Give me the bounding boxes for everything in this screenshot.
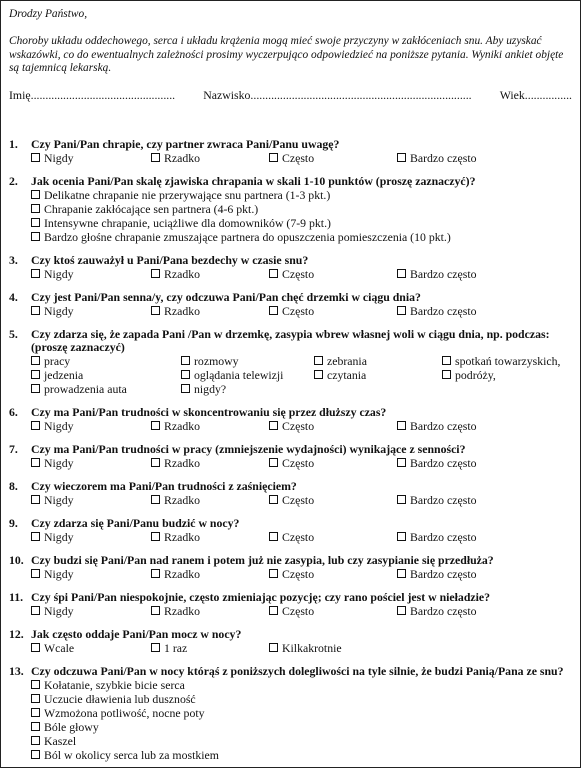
answer-option[interactable] [397, 604, 477, 618]
answer-option[interactable] [31, 202, 572, 216]
answer-option[interactable] [442, 354, 572, 368]
option-label: Bardzo często [410, 603, 477, 618]
checkbox-icon[interactable] [31, 356, 40, 365]
checkbox-icon[interactable] [151, 269, 160, 278]
question-9 [9, 517, 572, 544]
question-3 [9, 254, 572, 281]
answer-option[interactable] [31, 641, 151, 655]
answer-option[interactable] [31, 692, 572, 706]
question-heading [9, 175, 572, 188]
answer-option[interactable] [269, 641, 397, 655]
option-label: Często [282, 529, 315, 544]
option-label: czytania [327, 367, 367, 382]
checkbox-icon[interactable] [31, 306, 40, 315]
answer-options [9, 641, 572, 655]
question-text: Czy budzi się Pani/Pan nad ranem i potem już nie zasypia, lub czy zasypianie się przedłuża? [31, 552, 494, 567]
option-label: Rzadko [164, 492, 201, 507]
answer-option[interactable] [31, 354, 181, 368]
answer-option[interactable] [151, 641, 269, 655]
option-label: Rzadko [164, 266, 201, 281]
option-label: Rzadko [164, 150, 201, 165]
checkbox-icon[interactable] [31, 232, 40, 241]
question-number: 13. [9, 663, 24, 678]
answer-options [9, 151, 572, 165]
question-6 [9, 406, 572, 433]
answer-option[interactable] [31, 678, 572, 692]
option-label: Nigdy [44, 603, 74, 618]
checkbox-icon[interactable] [269, 269, 278, 278]
option-label: Nigdy [44, 266, 74, 281]
answer-options [9, 530, 572, 544]
answer-option[interactable] [151, 267, 269, 281]
option-label: Nigdy [44, 455, 74, 470]
checkbox-icon[interactable] [181, 384, 190, 393]
answer-option[interactable] [269, 267, 397, 281]
answer-option[interactable] [314, 368, 442, 382]
checkbox-icon[interactable] [151, 643, 160, 652]
checkbox-icon[interactable] [31, 370, 40, 379]
answer-option[interactable] [31, 604, 151, 618]
checkbox-icon[interactable] [397, 269, 406, 278]
question-text: Czy śpi Pani/Pan niespokojnie, często zmieniając pozycję; czy rano pościel jest w nieładzie? [31, 589, 491, 604]
answer-option[interactable] [269, 151, 397, 165]
option-label: Chrapanie zakłócające sen partnera (4-6 pkt.) [44, 201, 259, 216]
answer-option[interactable] [31, 419, 151, 433]
checkbox-icon[interactable] [151, 495, 160, 504]
option-label: prowadzenia auta [44, 381, 127, 396]
checkbox-icon[interactable] [31, 569, 40, 578]
checkbox-icon[interactable] [442, 370, 451, 379]
answer-option[interactable] [314, 354, 442, 368]
option-label: Wzmożona potliwość, nocne poty [44, 705, 205, 720]
option-label: Rzadko [164, 603, 201, 618]
option-label: Nigdy [44, 303, 74, 318]
question-13 [9, 665, 572, 762]
name-field[interactable]: Imię................................................. [9, 87, 176, 102]
answer-option[interactable] [31, 151, 151, 165]
answer-option[interactable] [31, 456, 151, 470]
option-label: Bardzo często [410, 566, 477, 581]
answer-option[interactable] [151, 304, 269, 318]
checkbox-icon[interactable] [31, 421, 40, 430]
option-label: Ból w okolicy serca lub za mostkiem [44, 747, 219, 762]
answer-option[interactable] [442, 368, 572, 382]
answer-option[interactable] [397, 493, 477, 507]
checkbox-icon[interactable] [269, 643, 278, 652]
answer-option[interactable] [31, 748, 572, 762]
checkbox-icon[interactable] [151, 153, 160, 162]
option-label: jedzenia [44, 367, 84, 382]
question-text: Czy ma Pani/Pan trudności w skoncentrowaniu się przez dłuższy czas? [31, 404, 387, 419]
question-12 [9, 628, 572, 655]
checkbox-icon[interactable] [397, 532, 406, 541]
option-label: rozmowy [194, 353, 239, 368]
option-label: Często [282, 418, 315, 433]
option-label: Nigdy [44, 418, 74, 433]
age-field[interactable]: Wiek................ [499, 87, 572, 102]
option-label: oglądania telewizji [194, 367, 284, 382]
option-label: Rzadko [164, 418, 201, 433]
answer-option[interactable] [31, 304, 151, 318]
answer-option[interactable] [151, 493, 269, 507]
option-label: Często [282, 303, 315, 318]
answer-option[interactable] [31, 720, 572, 734]
checkbox-icon[interactable] [31, 694, 40, 703]
answer-option[interactable] [31, 216, 572, 230]
checkbox-icon[interactable] [31, 384, 40, 393]
option-label: Delikatne chrapanie nie przerywające snu partnera (1-3 pkt.) [44, 187, 331, 202]
option-label: Bardzo często [410, 266, 477, 281]
answer-options [9, 419, 572, 433]
answer-option[interactable] [31, 267, 151, 281]
answer-options [9, 604, 572, 618]
answer-option[interactable] [397, 530, 477, 544]
checkbox-icon[interactable] [269, 495, 278, 504]
option-label: Rzadko [164, 566, 201, 581]
answer-option[interactable] [269, 456, 397, 470]
answer-option[interactable] [31, 368, 181, 382]
option-label: Kilkakrotnie [282, 640, 342, 655]
checkbox-icon[interactable] [151, 569, 160, 578]
question-11 [9, 591, 572, 618]
question-text: Jak często oddaje Pani/Pan mocz w nocy? [31, 626, 242, 641]
checkbox-icon[interactable] [31, 722, 40, 731]
answer-option[interactable] [31, 382, 181, 396]
question-text: Czy ma Pani/Pan trudności w pracy (zmniejszenie wydajności) wynikające z senności? [31, 441, 466, 456]
answer-options [9, 567, 572, 581]
checkbox-icon[interactable] [151, 532, 160, 541]
question-number: 9. [9, 515, 18, 530]
question-heading [9, 480, 572, 493]
question-text: Czy zdarza się, że zapada Pani /Pan w drzemkę, zasypia wbrew własnej woli w ciągu dnia, np. podczas: (proszę zaznaczyć) [31, 326, 550, 354]
question-heading [9, 291, 572, 304]
question-text: Jak ocenia Pani/Pan skalę zjawiska chrapania w skali 1-10 punktów (proszę zaznaczyć)? [31, 173, 476, 188]
answer-option[interactable] [151, 530, 269, 544]
option-label: zebrania [327, 353, 367, 368]
question-number: 4. [9, 289, 18, 304]
answer-option[interactable] [397, 304, 477, 318]
option-label: Bóle głowy [44, 719, 99, 734]
question-heading [9, 443, 572, 456]
option-label: Rzadko [164, 303, 201, 318]
checkbox-icon[interactable] [31, 750, 40, 759]
question-8 [9, 480, 572, 507]
question-number: 7. [9, 441, 18, 456]
answer-options [9, 188, 572, 244]
checkbox-icon[interactable] [397, 306, 406, 315]
question-1 [9, 138, 572, 165]
question-number: 6. [9, 404, 18, 419]
question-2 [9, 175, 572, 244]
question-text: Czy wieczorem ma Pani/Pan trudności z zaśnięciem? [31, 478, 297, 493]
option-label: Często [282, 266, 315, 281]
answer-option[interactable] [181, 354, 314, 368]
answer-option[interactable] [397, 267, 477, 281]
checkbox-icon[interactable] [397, 569, 406, 578]
checkbox-icon[interactable] [31, 643, 40, 652]
checkbox-icon[interactable] [397, 153, 406, 162]
greeting: Drodzy Państwo, [9, 8, 88, 20]
option-label: Bardzo często [410, 455, 477, 470]
checkbox-icon[interactable] [269, 421, 278, 430]
answer-option[interactable] [181, 368, 314, 382]
question-heading [9, 406, 572, 419]
checkbox-icon[interactable] [151, 606, 160, 615]
question-number: 10. [9, 552, 24, 567]
question-5 [9, 328, 572, 396]
option-label: Bardzo często [410, 303, 477, 318]
checkbox-icon[interactable] [151, 421, 160, 430]
question-number: 3. [9, 252, 18, 267]
answer-option[interactable] [269, 604, 397, 618]
option-label: Bardzo często [410, 418, 477, 433]
answer-option[interactable] [397, 456, 477, 470]
question-heading [9, 138, 572, 151]
checkbox-icon[interactable] [269, 458, 278, 467]
intro-paragraph: Choroby układu oddechowego, serca i układu krążenia mogą mieć swoje przyczyny w zakłóceniach snu. Aby uzyskać wskazówki, co do ewentualnych zależności prosimy wyczerpująco odpowiedzieć na poniższe pytania. Wyniki ankiet objęte są tajemnicą lekarską. [9, 35, 564, 75]
answer-option[interactable] [269, 419, 397, 433]
checkbox-icon[interactable] [442, 356, 451, 365]
answer-options [9, 678, 572, 762]
option-label: Kołatanie, szybkie bicie serca [44, 677, 185, 692]
option-label: Nigdy [44, 492, 74, 507]
answer-option[interactable] [31, 188, 572, 202]
answer-options [9, 456, 572, 470]
checkbox-icon[interactable] [314, 356, 323, 365]
answer-option[interactable] [397, 567, 477, 581]
checkbox-icon[interactable] [31, 495, 40, 504]
option-label: Intensywne chrapanie, uciążliwe dla domowników (7-9 pkt.) [44, 215, 331, 230]
question-number: 1. [9, 136, 18, 151]
checkbox-icon[interactable] [269, 569, 278, 578]
checkbox-icon[interactable] [314, 370, 323, 379]
answer-option[interactable] [397, 419, 477, 433]
question-heading [9, 628, 572, 641]
option-label: pracy [44, 353, 71, 368]
checkbox-icon[interactable] [269, 606, 278, 615]
checkbox-icon[interactable] [269, 153, 278, 162]
answer-option[interactable] [31, 734, 572, 748]
checkbox-icon[interactable] [31, 218, 40, 227]
answer-option[interactable] [31, 706, 572, 720]
option-label: Bardzo często [410, 492, 477, 507]
checkbox-icon[interactable] [31, 269, 40, 278]
option-label: Wcale [44, 640, 75, 655]
option-label: Uczucie dławienia lub duszność [44, 691, 196, 706]
option-label: Bardzo często [410, 150, 477, 165]
personal-fields [9, 88, 572, 103]
checkbox-icon[interactable] [31, 532, 40, 541]
option-label: podróży, [455, 367, 496, 382]
checkbox-icon[interactable] [397, 606, 406, 615]
option-label: Rzadko [164, 529, 201, 544]
question-text: Czy jest Pani/Pan senna/y, czy odczuwa Pani/Pan chęć drzemki w ciągu dnia? [31, 289, 421, 304]
question-heading [9, 554, 572, 567]
option-label: Bardzo często [410, 529, 477, 544]
checkbox-icon[interactable] [31, 606, 40, 615]
question-text: Czy odczuwa Pani/Pan w nocy którąś z poniższych dolegliwości na tyle silnie, że budzi Panią/Pana ze snu? [31, 663, 564, 678]
answer-options [9, 493, 572, 507]
question-text: Czy Pani/Pan chrapie, czy partner zwraca Pani/Panu uwagę? [31, 136, 340, 151]
checkbox-icon[interactable] [31, 736, 40, 745]
option-label: Nigdy [44, 150, 74, 165]
answer-option[interactable] [151, 567, 269, 581]
answer-option[interactable] [397, 151, 477, 165]
option-label: Rzadko [164, 455, 201, 470]
question-number: 12. [9, 626, 24, 641]
answer-options [9, 304, 572, 318]
answer-option[interactable] [269, 530, 397, 544]
answer-option[interactable] [31, 230, 572, 244]
answer-option[interactable] [181, 382, 314, 396]
question-4 [9, 291, 572, 318]
checkbox-icon[interactable] [31, 204, 40, 213]
question-text: Czy ktoś zauważył u Pani/Pana bezdechy w czasie snu? [31, 252, 309, 267]
question-heading [9, 517, 572, 530]
checkbox-icon[interactable] [269, 532, 278, 541]
answer-option[interactable] [31, 493, 151, 507]
checkbox-icon[interactable] [269, 306, 278, 315]
option-label: Często [282, 492, 315, 507]
checkbox-icon[interactable] [31, 153, 40, 162]
answer-option[interactable] [269, 493, 397, 507]
question-7 [9, 443, 572, 470]
question-number: 5. [9, 326, 18, 341]
answer-option[interactable] [151, 456, 269, 470]
checkbox-icon[interactable] [181, 370, 190, 379]
question-heading [9, 591, 572, 604]
question-number: 8. [9, 478, 18, 493]
option-label: Nigdy [44, 566, 74, 581]
option-label: 1 raz [164, 640, 188, 655]
answer-option[interactable] [31, 530, 151, 544]
checkbox-icon[interactable] [31, 190, 40, 199]
checkbox-icon[interactable] [151, 306, 160, 315]
question-list [9, 138, 572, 762]
answer-option[interactable] [31, 567, 151, 581]
question-text: Czy zdarza się Pani/Panu budzić w nocy? [31, 515, 240, 530]
question-number: 2. [9, 173, 18, 188]
checkbox-icon[interactable] [151, 458, 160, 467]
answer-option[interactable] [269, 567, 397, 581]
option-label: Często [282, 455, 315, 470]
answer-option[interactable] [151, 604, 269, 618]
option-label: Często [282, 150, 315, 165]
option-label: Nigdy [44, 529, 74, 544]
answer-option[interactable] [269, 304, 397, 318]
question-heading [9, 328, 572, 354]
option-label: spotkań towarzyskich, [455, 353, 561, 368]
checkbox-icon[interactable] [397, 458, 406, 467]
checkbox-icon[interactable] [181, 356, 190, 365]
option-label: Często [282, 566, 315, 581]
answer-option[interactable] [151, 419, 269, 433]
checkbox-icon[interactable] [397, 495, 406, 504]
question-heading [9, 665, 572, 678]
surname-field[interactable]: Nazwisko........................................................................... [203, 87, 472, 102]
checkbox-icon[interactable] [31, 708, 40, 717]
checkbox-icon[interactable] [31, 458, 40, 467]
option-label: Często [282, 603, 315, 618]
question-heading [9, 254, 572, 267]
option-label: Bardzo głośne chrapanie zmuszające partnera do opuszczenia pomieszczenia (10 pkt.) [44, 229, 451, 244]
question-10 [9, 554, 572, 581]
checkbox-icon[interactable] [31, 680, 40, 689]
answer-options [9, 354, 572, 396]
answer-option[interactable] [151, 151, 269, 165]
question-number: 11. [9, 589, 24, 604]
option-label: Kaszel [44, 733, 77, 748]
option-label: nigdy? [194, 381, 227, 396]
checkbox-icon[interactable] [397, 421, 406, 430]
answer-options [9, 267, 572, 281]
